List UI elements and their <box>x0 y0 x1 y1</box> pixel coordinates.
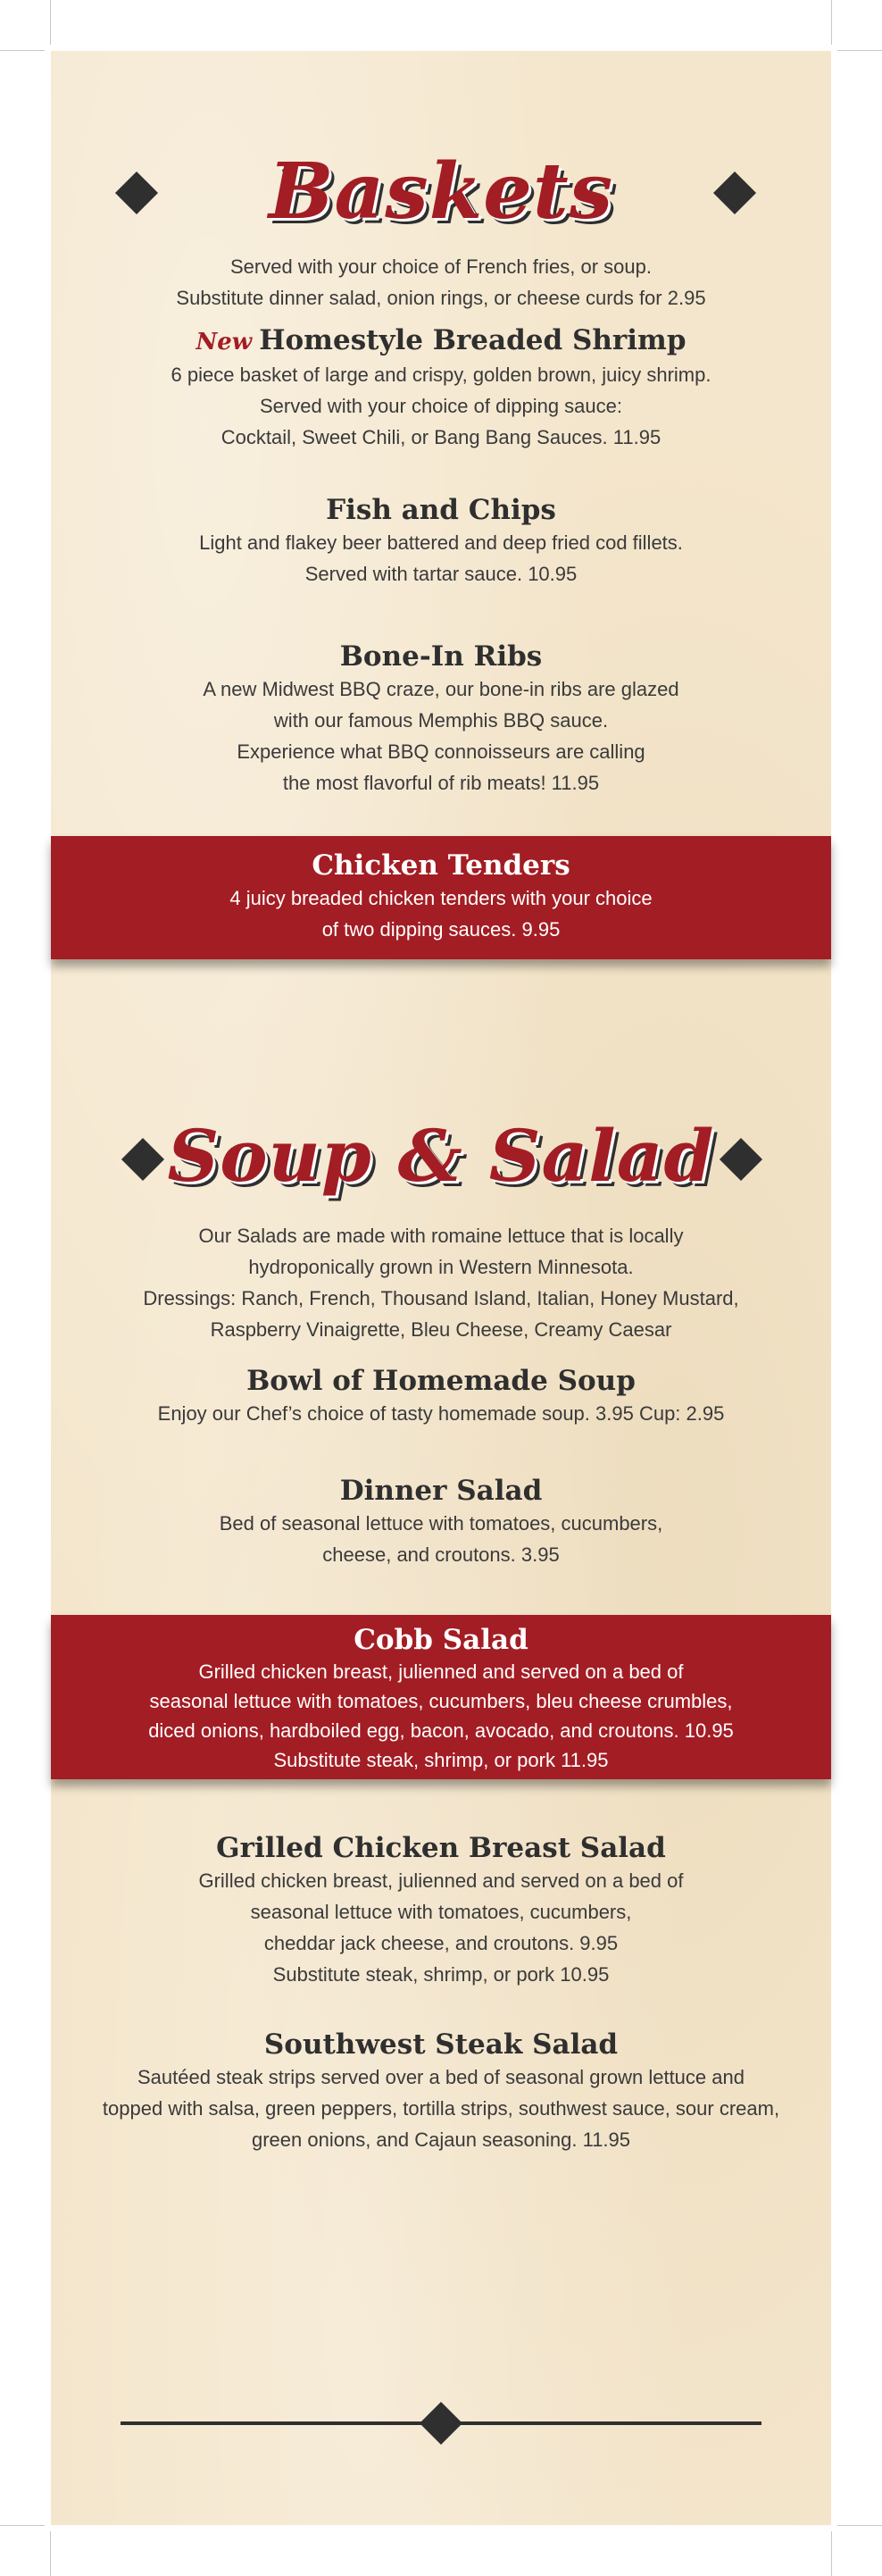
item-desc-line: Light and flakey beer battered and deep fried cod fillets. <box>199 531 683 554</box>
crop-mark <box>50 0 51 45</box>
new-badge: New <box>196 329 253 355</box>
item-desc-line: of two dipping sauces. 9.95 <box>321 918 561 941</box>
crop-mark <box>831 0 832 45</box>
menu-item-fish-chips <box>0 493 882 590</box>
item-name: Cobb Salad <box>354 1624 528 1656</box>
menu-item-shrimp <box>0 323 882 453</box>
item-name: Chicken Tenders <box>312 849 570 882</box>
item-desc-line: Bed of seasonal lettuce with tomatoes, cucumbers, <box>219 1512 663 1535</box>
featured-band-cobb-salad <box>51 1615 831 1779</box>
item-desc-line: Cocktail, Sweet Chili, or Bang Bang Sauces. 11.95 <box>220 426 662 448</box>
item-name: Bowl of Homemade Soup <box>246 1365 636 1397</box>
intro-line: Substitute dinner salad, onion rings, or cheese curds for 2.95 <box>176 287 706 309</box>
item-desc-line: Substitute steak, shrimp, or pork 11.95 <box>273 1749 609 1771</box>
item-name: Dinner Salad <box>339 1475 543 1507</box>
intro-line: Dressings: Ranch, French, Thousand Island, Italian, Honey Mustard, <box>143 1287 739 1309</box>
featured-band-chicken-tenders <box>51 836 831 959</box>
crop-mark <box>837 50 882 51</box>
item-desc-line: 6 piece basket of large and crispy, golden brown, juicy shrimp. <box>171 364 711 386</box>
intro-line: hydroponically grown in Western Minnesota. <box>248 1256 634 1278</box>
crop-mark <box>50 2531 51 2576</box>
item-desc-line: A new Midwest BBQ craze, our bone-in ribs are glazed <box>203 678 679 700</box>
item-name-text: Homestyle Breaded Shrimp <box>259 324 686 356</box>
item-desc-line: Grilled chicken breast, julienned and served on a bed of <box>198 1869 684 1892</box>
baskets-title: Baskets <box>268 146 614 237</box>
item-desc-line: Enjoy our Chef’s choice of tasty homemade soup. 3.95 Cup: 2.95 <box>157 1402 725 1425</box>
item-desc-line: Served with tartar sauce. 10.95 <box>304 563 578 585</box>
baskets-intro <box>0 251 882 314</box>
item-desc-line: green onions, and Cajaun seasoning. 11.95 <box>251 2129 631 2151</box>
menu-item-dinner-salad <box>0 1474 882 1570</box>
item-desc-line: Served with your choice of dipping sauce: <box>259 395 622 417</box>
crop-mark <box>0 50 45 51</box>
crop-mark <box>0 2525 45 2526</box>
item-name: Bone-In Ribs <box>339 640 543 673</box>
item-desc-line: with our famous Memphis BBQ sauce. <box>273 709 609 732</box>
item-name: Grilled Chicken Breast Salad <box>216 1832 666 1864</box>
item-desc-line: seasonal lettuce with tomatoes, cucumbers, <box>250 1901 632 1923</box>
item-name: Fish and Chips <box>326 494 556 526</box>
menu-item-southwest-steak-salad <box>0 2028 882 2155</box>
soup-salad-intro <box>0 1220 882 1345</box>
crop-mark <box>831 2531 832 2576</box>
item-desc-line: Grilled chicken breast, julienned and served on a bed of <box>198 1660 684 1683</box>
item-desc-line: Experience what BBQ connoisseurs are calling <box>237 740 645 763</box>
menu-item-soup <box>0 1364 882 1429</box>
item-desc-line: topped with salsa, green peppers, tortilla strips, southwest sauce, sour cream, <box>102 2097 780 2120</box>
item-desc-line: Substitute steak, shrimp, or pork 10.95 <box>272 1963 610 1986</box>
item-desc-line: cheese, and croutons. 3.95 <box>322 1543 560 1566</box>
intro-line: Served with your choice of French fries, or soup. <box>230 255 652 278</box>
crop-mark <box>837 2525 882 2526</box>
item-desc-line: Sautéed steak strips served over a bed of seasonal grown lettuce and <box>137 2066 745 2088</box>
intro-line: Our Salads are made with romaine lettuce that is locally <box>198 1225 684 1247</box>
item-desc-line: 4 juicy breaded chicken tenders with your choice <box>229 887 653 909</box>
intro-line: Raspberry Vinaigrette, Bleu Cheese, Creamy Caesar <box>210 1318 672 1341</box>
item-desc-line: seasonal lettuce with tomatoes, cucumbers, bleu cheese crumbles, <box>149 1690 733 1712</box>
item-desc-line: cheddar jack cheese, and croutons. 9.95 <box>263 1932 619 1954</box>
menu-item-grilled-chicken-salad <box>0 1831 882 1990</box>
soup-salad-title: Soup & Salad <box>167 1114 715 1198</box>
item-desc-line: diced onions, hardboiled egg, bacon, avocado, and croutons. 10.95 <box>148 1719 734 1742</box>
menu-item-ribs <box>0 640 882 799</box>
item-name <box>0 323 882 359</box>
item-name: Southwest Steak Salad <box>263 2028 619 2061</box>
item-desc-line: the most flavorful of rib meats! 11.95 <box>282 772 600 794</box>
